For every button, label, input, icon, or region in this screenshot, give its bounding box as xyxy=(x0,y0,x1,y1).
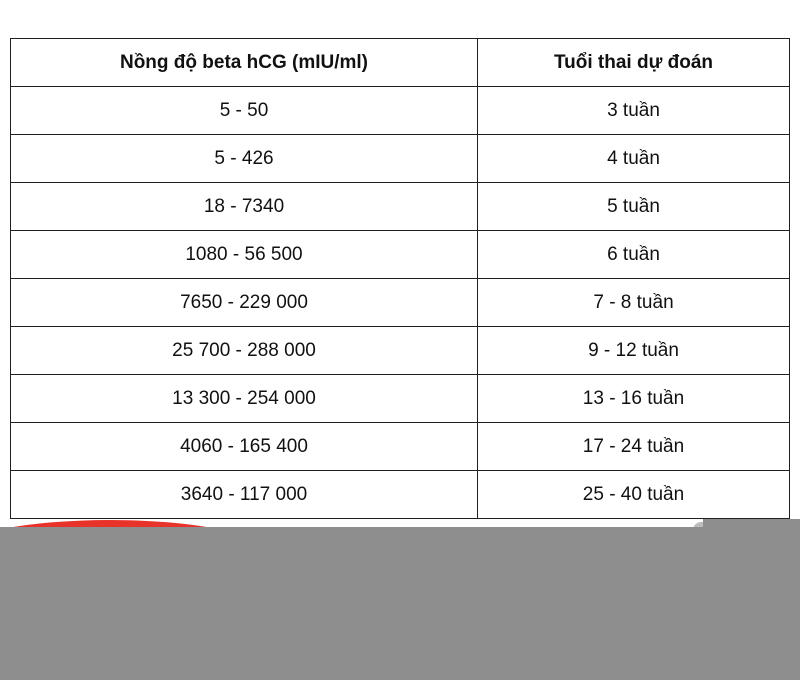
cell-gestational-age: 9 - 12 tuần xyxy=(478,327,790,375)
table-row xyxy=(11,327,790,375)
header-hcg-level: Nồng độ beta hCG (mIU/ml) xyxy=(11,39,478,87)
header-gestational-age: Tuổi thai dự đoán xyxy=(478,39,790,87)
cell-hcg-level: 7650 - 229 000 xyxy=(11,279,478,327)
table-row xyxy=(11,135,790,183)
grey-overlay-panel xyxy=(0,527,800,680)
cell-gestational-age: 5 tuần xyxy=(478,183,790,231)
cell-gestational-age: 7 - 8 tuần xyxy=(478,279,790,327)
cell-hcg-level: 13 300 - 254 000 xyxy=(11,375,478,423)
cell-gestational-age: 4 tuần xyxy=(478,135,790,183)
cell-gestational-age: 3 tuần xyxy=(478,87,790,135)
cell-hcg-level: 4060 - 165 400 xyxy=(11,423,478,471)
cell-hcg-level: 1080 - 56 500 xyxy=(11,231,478,279)
cell-gestational-age: 17 - 24 tuần xyxy=(478,423,790,471)
table-row xyxy=(11,87,790,135)
cell-gestational-age: 13 - 16 tuần xyxy=(478,375,790,423)
cell-hcg-level: 25 700 - 288 000 xyxy=(11,327,478,375)
cell-gestational-age: 25 - 40 tuần xyxy=(478,471,790,519)
cell-hcg-level: 5 - 426 xyxy=(11,135,478,183)
table-row xyxy=(11,279,790,327)
cell-hcg-level: 18 - 7340 xyxy=(11,183,478,231)
cell-hcg-level: 3640 - 117 000 xyxy=(11,471,478,519)
hcg-table xyxy=(10,38,790,519)
table-row xyxy=(11,231,790,279)
cell-hcg-level: 5 - 50 xyxy=(11,87,478,135)
table-row xyxy=(11,423,790,471)
table-row xyxy=(11,471,790,519)
table-row xyxy=(11,375,790,423)
cell-gestational-age: 6 tuần xyxy=(478,231,790,279)
table-header-row xyxy=(11,39,790,87)
table-row xyxy=(11,183,790,231)
